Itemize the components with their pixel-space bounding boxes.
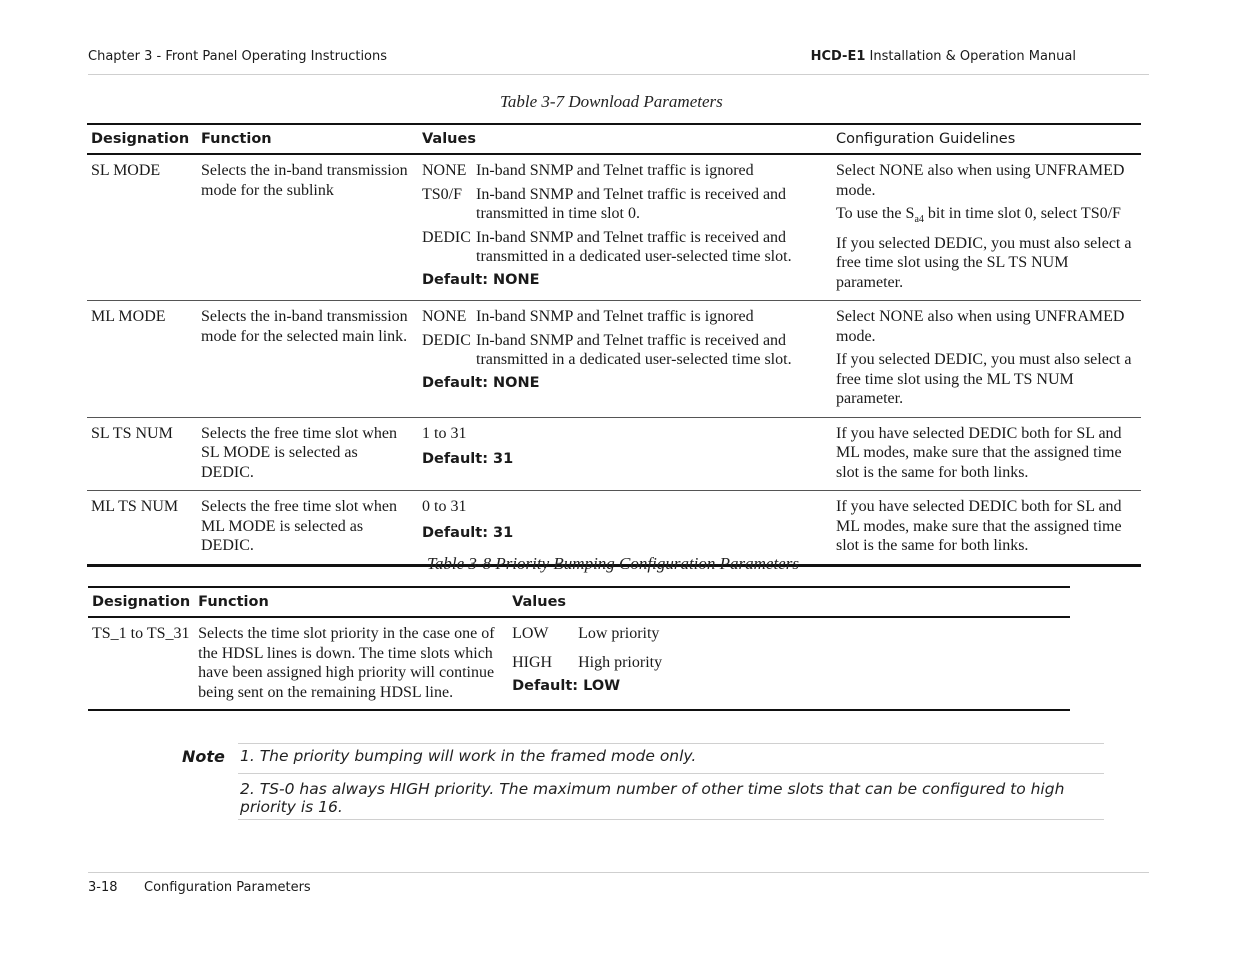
col-function: Function bbox=[198, 594, 269, 610]
note-item: 1. The priority bumping will work in the framed mode only. bbox=[240, 747, 697, 765]
value-code: TS0/F bbox=[422, 185, 463, 203]
function: Selects the free time slot when ML MODE is selected as DEDIC. bbox=[201, 498, 397, 555]
guidelines-cell bbox=[832, 491, 1141, 566]
page-number: 3-18 bbox=[88, 880, 118, 895]
chapter-title: Chapter 3 - Front Panel Operating Instructions bbox=[88, 49, 388, 64]
value-text: In-band SNMP and Telnet traffic is received and transmitted in a dedicated user-selected time slot. bbox=[476, 331, 792, 369]
guidelines-cell bbox=[832, 417, 1141, 491]
table-row bbox=[87, 417, 1141, 491]
note-box bbox=[238, 743, 1104, 820]
priority-bumping-table bbox=[88, 586, 1070, 711]
guideline-text: If you selected DEDIC, you must also select a free time slot using the SL TS NUM parameter. bbox=[836, 234, 1132, 291]
values-cell bbox=[418, 417, 832, 491]
guideline-text: If you have selected DEDIC both for SL and ML modes, make sure that the assigned time slot is the same for both links. bbox=[836, 424, 1122, 481]
guidelines-cell bbox=[832, 301, 1141, 418]
col-function: Function bbox=[201, 131, 272, 147]
col-values: Values bbox=[422, 131, 476, 147]
value-option bbox=[422, 161, 828, 181]
value-text: Low priority bbox=[578, 625, 660, 642]
value-code: NONE bbox=[422, 162, 467, 179]
section-title: Configuration Parameters bbox=[144, 880, 311, 895]
col-designation: Designation bbox=[92, 594, 191, 610]
value-option bbox=[422, 185, 828, 224]
table-header-row bbox=[88, 587, 1070, 617]
col-guidelines: Configuration Guidelines bbox=[836, 131, 1016, 147]
note-label: Note bbox=[182, 747, 225, 766]
values-cell bbox=[508, 617, 1070, 710]
table-row bbox=[88, 617, 1070, 710]
table-3-7-caption: Table 3-7 Download Parameters bbox=[500, 92, 723, 111]
value-code: LOW bbox=[512, 625, 549, 642]
default-value: Default: 31 bbox=[422, 524, 514, 541]
manual-name: Installation & Operation Manual bbox=[865, 49, 1076, 64]
table-row bbox=[87, 154, 1141, 301]
manual-title bbox=[811, 49, 1076, 64]
product-name: HCD-E1 bbox=[810, 49, 866, 64]
default-value: Default: LOW bbox=[512, 678, 621, 694]
value-code: DEDIC bbox=[422, 331, 471, 349]
guideline-text: If you selected DEDIC, you must also select a free time slot using the ML TS NUM parameter. bbox=[836, 351, 1132, 408]
guideline-text: If you have selected DEDIC both for SL and ML modes, make sure that the assigned time slot is the same for both links. bbox=[836, 498, 1122, 555]
value-text: In-band SNMP and Telnet traffic is ignored bbox=[476, 308, 754, 326]
function: Selects the in-band transmission mode for the sublink bbox=[201, 162, 408, 199]
function: Selects the time slot priority in the case one of the HDSL lines is down. The time slots which have been assigned high priority will continue being sent on the remaining HDSL line. bbox=[198, 625, 495, 701]
values-cell bbox=[418, 301, 832, 418]
value-option bbox=[422, 331, 828, 370]
designation: SL MODE bbox=[91, 162, 161, 179]
value-text: In-band SNMP and Telnet traffic is ignored bbox=[476, 162, 754, 179]
value-code: HIGH bbox=[512, 653, 553, 671]
col-values: Values bbox=[512, 594, 567, 610]
value-range: 0 to 31 bbox=[422, 498, 467, 516]
download-parameters-table bbox=[87, 123, 1141, 567]
page-footer bbox=[88, 872, 1149, 895]
value-option bbox=[422, 228, 828, 267]
values-cell bbox=[418, 154, 832, 301]
table-3-8-caption: Table 3-8 Priority Bumping Configuration Parameters bbox=[427, 554, 799, 573]
value-option bbox=[512, 653, 1066, 673]
value-option bbox=[512, 624, 1066, 644]
designation: ML TS NUM bbox=[91, 498, 179, 516]
table-header-row bbox=[87, 124, 1141, 154]
value-text: High priority bbox=[578, 653, 663, 671]
default-value: Default: NONE bbox=[422, 271, 540, 288]
function: Selects the free time slot when SL MODE is selected as DEDIC. bbox=[201, 424, 397, 481]
guideline-text: Select NONE also when using UNFRAMED mode. bbox=[836, 308, 1125, 345]
guidelines-cell bbox=[832, 154, 1141, 301]
guideline-text: Select NONE also when using UNFRAMED mode. bbox=[836, 162, 1125, 199]
note-item: 2. TS-0 has always HIGH priority. The maximum number of other time slots that can be configured to high priority is 16. bbox=[238, 773, 1104, 819]
value-text: In-band SNMP and Telnet traffic is received and transmitted in time slot 0. bbox=[476, 185, 787, 222]
page-header bbox=[88, 46, 1149, 75]
col-designation: Designation bbox=[91, 131, 190, 147]
table-row bbox=[87, 301, 1141, 418]
value-option bbox=[422, 307, 828, 327]
guideline-text: To use the $S_{a4}$ bit in time slot 0, select TS0/F bbox=[836, 205, 1121, 226]
value-range: 1 to 31 bbox=[422, 424, 467, 442]
value-code: NONE bbox=[422, 308, 467, 326]
designation: SL TS NUM bbox=[91, 424, 173, 442]
value-code: DEDIC bbox=[422, 228, 471, 246]
designation: ML MODE bbox=[91, 308, 166, 326]
designation: TS_1 to TS_31 bbox=[92, 625, 190, 642]
value-text: In-band SNMP and Telnet traffic is received and transmitted in a dedicated user-selected time slot. bbox=[476, 228, 792, 265]
default-value: Default: 31 bbox=[422, 451, 514, 468]
function: Selects the in-band transmission mode for the selected main link. bbox=[201, 308, 408, 345]
default-value: Default: NONE bbox=[422, 374, 540, 391]
